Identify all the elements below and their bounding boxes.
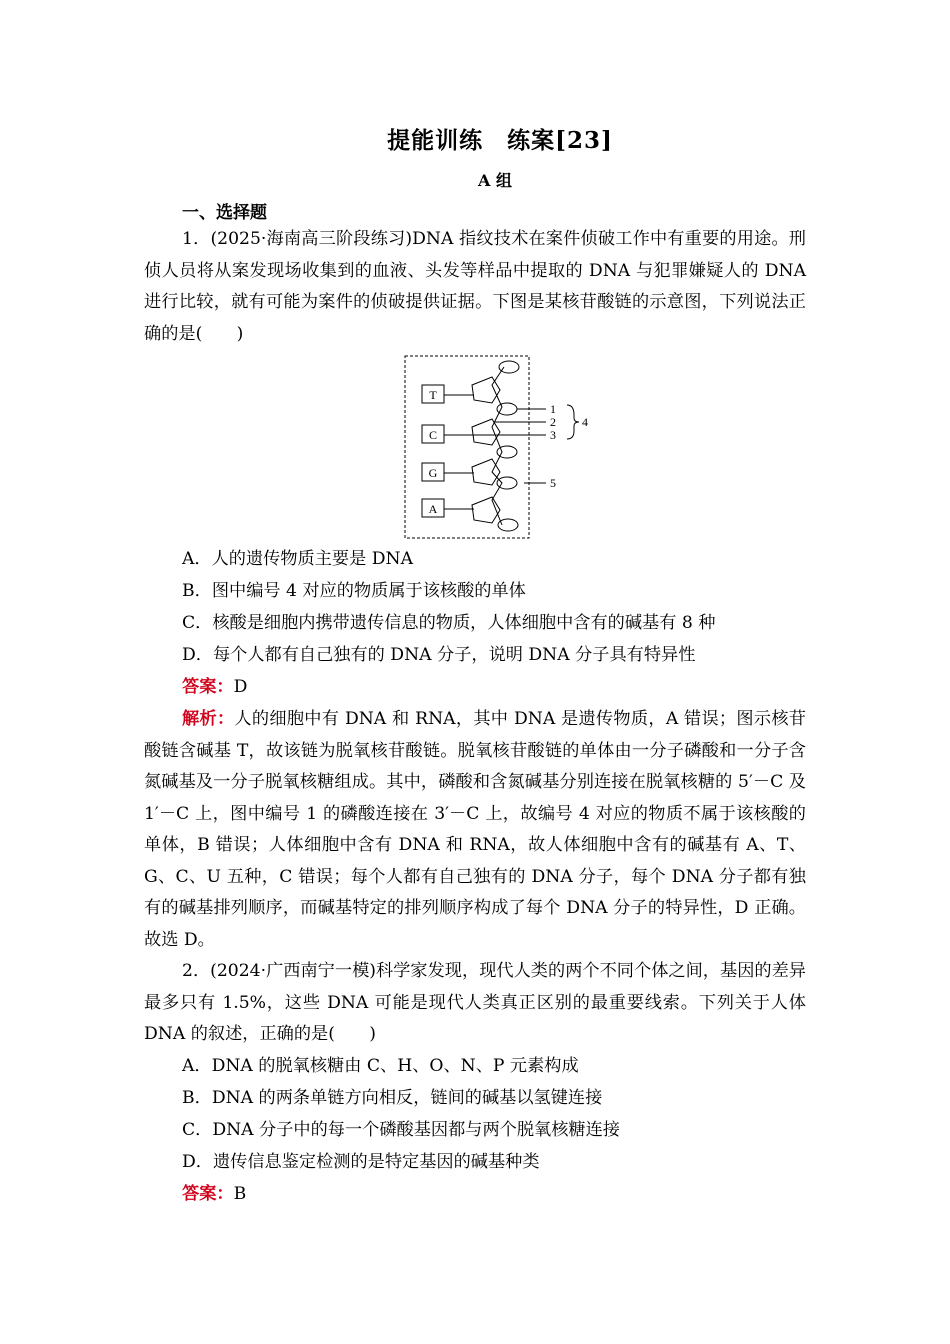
- question-2-option-d: D．遗传信息鉴定检测的是特定基因的碱基种类: [182, 1152, 540, 1172]
- figure-label-5: 5: [550, 476, 556, 490]
- figure-label-1: 1: [550, 402, 556, 416]
- analysis-label: 解析：: [182, 709, 235, 729]
- question-1-option-d: D．每个人都有自己独有的 DNA 分子，说明 DNA 分子具有特异性: [182, 645, 696, 665]
- nucleotide-c: [422, 403, 517, 445]
- question-2-option-c: C．DNA 分子中的每一个磷酸基因都与两个脱氧核糖连接: [182, 1120, 620, 1140]
- analysis-text: 人的细胞中有 DNA 和 RNA，其中 DNA 是遗传物质，A 错误；图示核苷酸链含碱基 T，故该链为脱氧核苷酸链。脱氧核苷酸链的单体由一分子磷酸和一分子含氮碱基及一分子脱氧核糖组成。其中，磷酸和含氮碱基分别连接在脱氧核糖的 5′－C 及 1′－C 上，图中编号 1 的磷酸连接在 3′－C 上，故编号 4 对应的物质不属于该核酸的单体，B 错误；人体细胞中含有 DNA 和 RNA，故人体细胞中含有的碱基有 A、T、G、C、U 五种，C 错误；每个人都有自己独有的 DNA 分子，每个 DNA 分子都有独有的碱基排列顺序，而碱基特定的排列顺序构成了每个 DNA 分子的特异性，D 正确。故选 D。: [144, 709, 806, 950]
- answer-label: 答案：: [182, 677, 234, 697]
- figure-label-3: 3: [550, 428, 556, 442]
- question-1-analysis: [144, 704, 806, 956]
- answer-label: 答案：: [182, 1184, 234, 1204]
- question-2-answer: [182, 1179, 246, 1211]
- nucleotide-g: [422, 446, 517, 485]
- base-label: A: [428, 502, 438, 516]
- base-label: G: [428, 466, 438, 480]
- question-1-option-a: A．人的遗传物质主要是 DNA: [182, 549, 413, 569]
- question-1-option-c: C．核酸是细胞内携带遗传信息的物质，人体细胞中含有的碱基有 8 种: [182, 613, 716, 633]
- section-heading: 一、选择题: [182, 203, 267, 223]
- figure-label-2: 2: [550, 415, 556, 429]
- group-label: A 组: [478, 171, 512, 190]
- question-1-stem: 1．(2025·海南高三阶段练习)DNA 指纹技术在案件侦破工作中有重要的用途。刑侦人员将从案发现场收集到的血液、头发等样品中提取的 DNA 与犯罪嫌疑人的 DNA 进行比较，就有可能为案件的侦破提供证据。下图是某核苷酸链的示意图，下列说法正确的是( ): [144, 229, 806, 344]
- question-1-option-b: B．图中编号 4 对应的物质属于该核酸的单体: [182, 581, 526, 601]
- figure-label-4: 4: [582, 415, 588, 429]
- base-label: T: [429, 388, 437, 402]
- question-1-answer: [182, 672, 247, 704]
- nucleotide-chain-figure: [404, 355, 604, 540]
- base-label: C: [428, 428, 438, 442]
- nucleotide-a: [422, 477, 518, 531]
- page-title: 提能训练 练案[23]: [387, 127, 613, 154]
- question-2-option-b: B．DNA 的两条单链方向相反，链间的碱基以氢键连接: [182, 1088, 603, 1108]
- nucleotide-t: [422, 361, 519, 403]
- question-2-option-a: A．DNA 的脱氧核糖由 C、H、O、N、P 元素构成: [182, 1056, 579, 1076]
- answer-value: B: [233, 1184, 247, 1204]
- answer-value: D: [233, 677, 248, 697]
- question-2-stem: 2．(2024·广西南宁一模)科学家发现，现代人类的两个不同个体之间，基因的差异最多只有 1.5%，这些 DNA 可能是现代人类真正区别的最重要线索。下列关于人体 DNA 的叙述，正确的是( ): [144, 961, 806, 1044]
